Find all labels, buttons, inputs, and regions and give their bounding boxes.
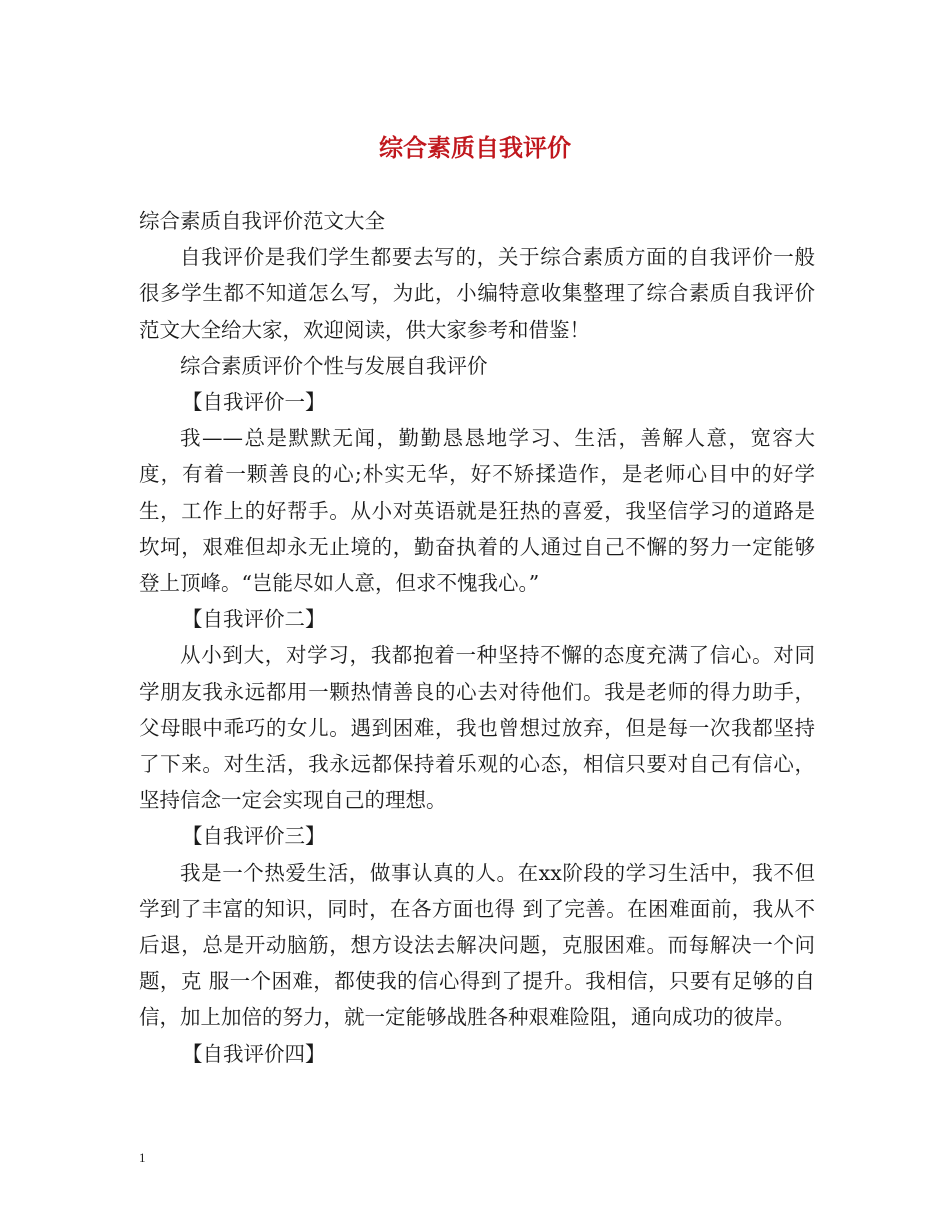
document-body <box>139 203 815 1072</box>
document-title: 综合素质自我评价 <box>379 133 571 162</box>
intro-paragraph: 自我评价是我们学生都要去写的，关于综合素质方面的自我评价一般很多学生都不知道怎么写，为此，小编特意收集整理了综合素质自我评价范文大全给大家，欢迎阅读，供大家参考和借鉴！ <box>139 245 815 342</box>
evaluation-heading-1: 【自我评价一】 <box>182 390 326 415</box>
evaluation-heading-2: 【自我评价二】 <box>182 607 326 632</box>
evaluation-paragraph-3: 我是一个热爱生活，做事认真的人。在xx阶段的学习生活中，我不但学到了丰富的知识，同时，在各方面也得 到了完善。在困难面前，我从不后退，总是开动脑筋，想方设法去解决问题，克服困难。而每解决一个问题，克 服一个困难，都使我的信心得到了提升。我相信，只要有足够的自信，加上加倍的努力，就一定能够战胜各种艰难险阻，通向成功的彼岸。 <box>139 860 815 1030</box>
evaluation-heading-3: 【自我评价三】 <box>182 824 326 849</box>
page-number: 1 <box>139 1150 146 1165</box>
document-subtitle: 综合素质自我评价范文大全 <box>139 209 385 233</box>
evaluation-heading-4: 【自我评价四】 <box>182 1041 326 1066</box>
evaluation-paragraph-2: 从小到大，对学习，我都抱着一种坚持不懈的态度充满了信心。对同学朋友我永远都用一颗热情善良的心去对待他们。我是老师的得力助手，父母眼中乖巧的女儿。遇到困难，我也曾想过放弃，但是每一次我都坚持了下来。对生活，我永远都保持着乐观的心态，相信只要对自己有信心，坚持信念一定会实现自己的理想。 <box>139 643 815 813</box>
evaluation-paragraph-1: 我——总是默默无闻，勤勤恳恳地学习、生活，善解人意，宽容大度，有着一颗善良的心;朴实无华，好不矫揉造作，是老师心目中的好学生，工作上的好帮手。从小对英语就是狂热的喜爱，我坚信学习的道路是坎坷，艰难但却永无止境的，勤奋执着的人通过自己不懈的努力一定能够登上顶峰。“岂能尽如人意，但求不愧我心。” <box>139 426 815 596</box>
section-heading: 综合素质评价个性与发展自我评价 <box>180 353 488 378</box>
